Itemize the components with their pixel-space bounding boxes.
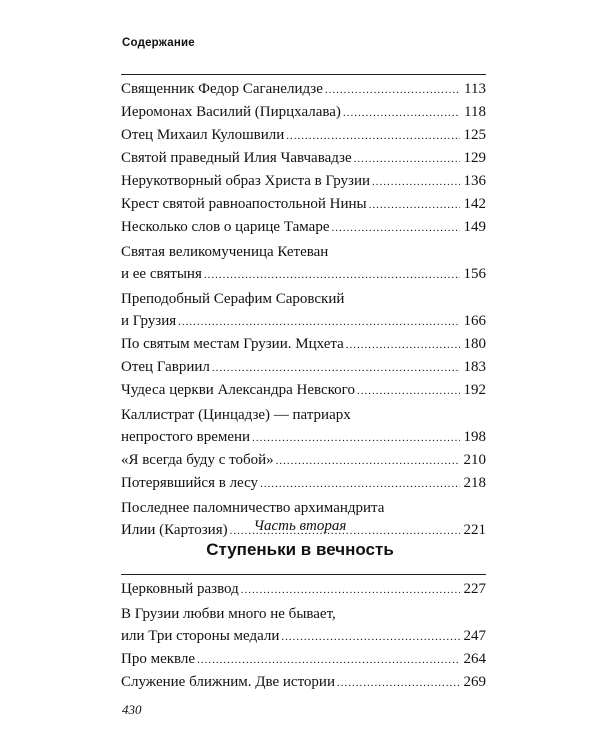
dot-leader bbox=[331, 217, 460, 239]
dot-leader bbox=[252, 427, 460, 449]
toc-entry-title: Священник Федор Саганелидзе bbox=[121, 81, 323, 97]
toc-entry-page: 198 bbox=[463, 429, 486, 445]
toc-entry-title: «Я всегда буду с тобой» bbox=[121, 452, 274, 468]
toc-entry-line bbox=[121, 603, 486, 625]
toc-entry-title: и ее святыня bbox=[121, 266, 202, 282]
toc-entry-page: 142 bbox=[463, 196, 486, 212]
dot-leader bbox=[178, 311, 460, 333]
toc-entry-line bbox=[121, 333, 486, 356]
toc-entry-title: Отец Гавриил bbox=[121, 359, 210, 375]
toc-entry-title: Чудеса церкви Александра Невского bbox=[121, 382, 355, 398]
dot-leader bbox=[241, 579, 460, 601]
toc-entry-line bbox=[121, 625, 486, 648]
toc-entry bbox=[121, 578, 486, 601]
dot-leader bbox=[369, 194, 460, 216]
toc-entry-page: 192 bbox=[463, 382, 486, 398]
toc-entry-line bbox=[121, 124, 486, 147]
toc-entry-title: Про меквле bbox=[121, 651, 196, 667]
part-label: Часть вторая bbox=[253, 518, 347, 534]
toc-entry bbox=[121, 216, 486, 239]
toc-entry-title: Святая великомученица Кетеван bbox=[121, 244, 329, 260]
toc-entry bbox=[121, 288, 486, 333]
toc-entry-title: Церковный развод bbox=[121, 581, 239, 597]
toc-entry-page: 125 bbox=[463, 127, 486, 143]
toc-entry bbox=[121, 170, 486, 193]
toc-entry-title: Крест святой равноапостольной Нины bbox=[121, 196, 367, 212]
toc-entry-line bbox=[121, 497, 486, 519]
toc-entry-page: 247 bbox=[463, 628, 486, 644]
toc-entry bbox=[121, 147, 486, 170]
toc-entry-title: или Три стороны медали bbox=[121, 628, 280, 644]
toc-entry-title: Последнее паломничество архимандрита bbox=[121, 500, 385, 516]
dot-leader bbox=[212, 357, 460, 379]
toc-entry-page: 264 bbox=[463, 651, 486, 667]
toc-entry-line bbox=[121, 216, 486, 239]
toc-entry bbox=[121, 379, 486, 402]
toc-entry-page: 180 bbox=[463, 336, 486, 352]
toc-entry bbox=[121, 193, 486, 216]
toc-entry-line bbox=[121, 288, 486, 310]
toc-entry-line bbox=[121, 356, 486, 379]
toc-entry bbox=[121, 472, 486, 495]
toc-entry bbox=[121, 671, 486, 694]
toc-entry-line bbox=[121, 170, 486, 193]
toc-list bbox=[121, 578, 486, 694]
toc-entry-page: 118 bbox=[464, 104, 486, 120]
dot-leader bbox=[343, 102, 460, 124]
toc-entry bbox=[121, 356, 486, 379]
dot-leader bbox=[204, 264, 460, 286]
dot-leader bbox=[276, 450, 460, 472]
toc-entry bbox=[121, 101, 486, 124]
dot-leader bbox=[325, 79, 460, 101]
toc-entry-line bbox=[121, 449, 486, 472]
toc-entry-line bbox=[121, 379, 486, 402]
dot-leader bbox=[281, 626, 460, 648]
toc-entry bbox=[121, 404, 486, 449]
running-head: Содержание bbox=[122, 37, 195, 49]
toc-entry-page: 129 bbox=[463, 150, 486, 166]
toc-entry-line bbox=[121, 578, 486, 601]
toc-entry-title: Несколько слов о царице Тамаре bbox=[121, 219, 330, 235]
toc-entry bbox=[121, 603, 486, 648]
toc-entry-title: и Грузия bbox=[121, 313, 177, 329]
toc-entry-title: В Грузии любви много не бывает, bbox=[121, 606, 336, 622]
dot-leader bbox=[286, 125, 460, 147]
toc-entry-line bbox=[121, 241, 486, 263]
toc-entry-title: Потерявшийся в лесу bbox=[121, 475, 259, 491]
toc-entry-line bbox=[121, 78, 486, 101]
toc-entry bbox=[121, 648, 486, 671]
toc-entry-title: Каллистрат (Цинцадзе) — патриарх bbox=[121, 407, 351, 423]
top-rule bbox=[121, 74, 486, 75]
dot-leader bbox=[337, 672, 460, 694]
toc-entry-title: По святым местам Грузии. Мцхета bbox=[121, 336, 344, 352]
toc-entry-line bbox=[121, 671, 486, 694]
toc-entry bbox=[121, 124, 486, 147]
toc-entry bbox=[121, 333, 486, 356]
dot-leader bbox=[357, 380, 460, 402]
toc-entry-page: 183 bbox=[463, 359, 486, 375]
toc-entry-page: 218 bbox=[463, 475, 486, 491]
toc-entry bbox=[121, 78, 486, 101]
toc-entry-page: 269 bbox=[463, 674, 486, 690]
dot-leader bbox=[354, 148, 460, 170]
toc-entry-title: Святой праведный Илия Чавчавадзе bbox=[121, 150, 352, 166]
toc-entry-title: Отец Михаил Кулошвили bbox=[121, 127, 285, 143]
part-two-rule bbox=[121, 574, 486, 575]
toc-entry bbox=[121, 241, 486, 286]
toc-entry-page: 210 bbox=[463, 452, 486, 468]
toc-entry-page: 221 bbox=[463, 522, 486, 538]
toc-entry-title: непростого времени bbox=[121, 429, 251, 445]
toc-entry-page: 113 bbox=[464, 81, 486, 97]
toc-entry bbox=[121, 449, 486, 472]
toc-entry-line bbox=[121, 193, 486, 216]
toc-list bbox=[121, 78, 486, 542]
dot-leader bbox=[197, 649, 460, 671]
toc-entry-line bbox=[121, 404, 486, 426]
toc-entry-title: Илии (Картозия) bbox=[121, 522, 228, 538]
toc-entry-page: 166 bbox=[463, 313, 486, 329]
dot-leader bbox=[260, 473, 460, 495]
dot-leader bbox=[346, 334, 460, 356]
toc-entry-title: Иеромонах Василий (Пирцхалава) bbox=[121, 104, 341, 120]
toc-entry-line bbox=[121, 310, 486, 333]
toc-entry-title: Преподобный Серафим Саровский bbox=[121, 291, 345, 307]
toc-entry-title: Нерукотворный образ Христа в Грузии bbox=[121, 173, 371, 189]
toc-part-one bbox=[121, 74, 486, 542]
toc-entry-line bbox=[121, 472, 486, 495]
toc-entry-line bbox=[121, 263, 486, 286]
toc-entry-title: Служение ближним. Две истории bbox=[121, 674, 335, 690]
toc-part-two bbox=[121, 574, 486, 694]
part-title: Ступеньки в вечность bbox=[206, 540, 394, 559]
toc-entry-page: 136 bbox=[463, 173, 486, 189]
toc-entry-line bbox=[121, 648, 486, 671]
toc-entry-page: 227 bbox=[463, 581, 486, 597]
page-number: 430 bbox=[122, 702, 142, 717]
toc-entry-line bbox=[121, 101, 486, 124]
toc-entry-line bbox=[121, 426, 486, 449]
toc-entry-line bbox=[121, 147, 486, 170]
toc-entry-page: 156 bbox=[463, 266, 486, 282]
toc-entry-page: 149 bbox=[463, 219, 486, 235]
dot-leader bbox=[372, 171, 460, 193]
